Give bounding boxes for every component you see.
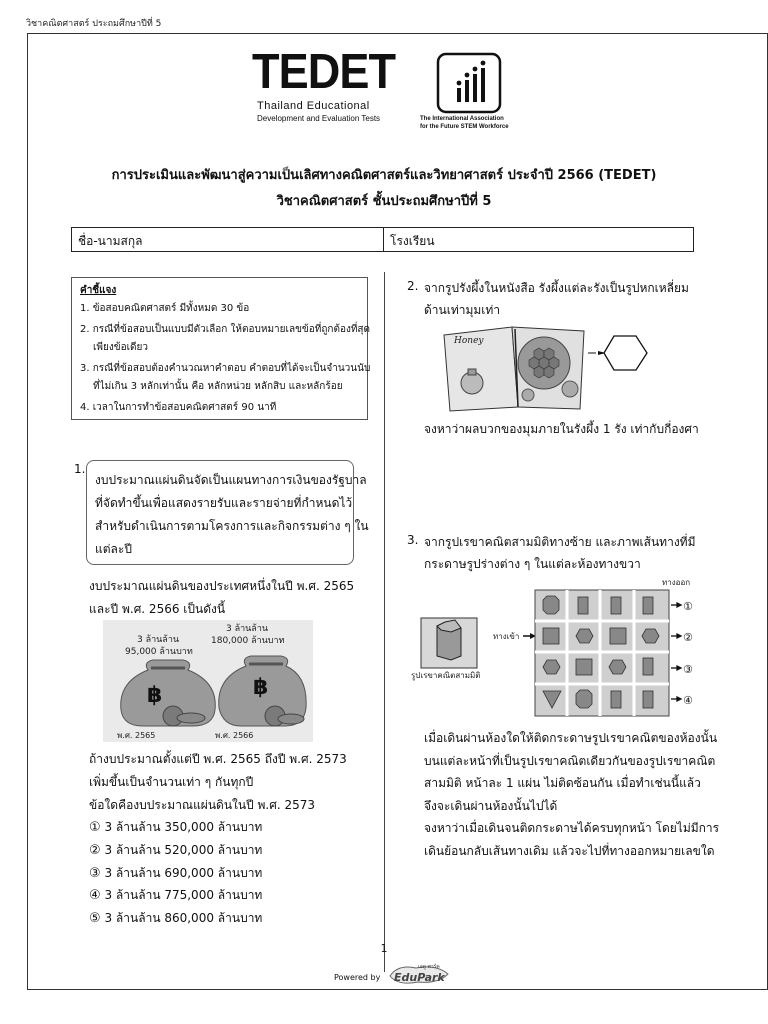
q1-context-line: ที่จัดทำขึ้นเพื่อแสดงรายรับและรายจ่ายที่กำหนดไว้ xyxy=(95,496,353,510)
q1-choice-5[interactable] xyxy=(89,909,262,928)
q1-choice-4[interactable] xyxy=(89,886,262,905)
tedet-logo-line1: Thailand Educational xyxy=(257,100,370,112)
square-icon xyxy=(543,628,559,644)
q1-context-line: สำหรับดำเนินการตามโครงการและกิจกรรมต่าง ๆ ใน xyxy=(95,519,369,533)
running-head: วิชาคณิตศาสตร์ ประถมศึกษาปีที่ 5 xyxy=(26,19,162,29)
hexagon-icon xyxy=(576,629,593,643)
exit-label: ทางออก xyxy=(662,578,691,587)
exam-title: การประเมินและพัฒนาสู่ความเป็นเลิศทางคณิตศาสตร์และวิทยาศาสตร์ ประจำปี 2566 (TEDET) xyxy=(111,168,657,183)
q1-context-line: แต่ละปี xyxy=(95,542,132,556)
exam-subtitle: วิชาคณิตศาสตร์ ชั้นประถมศึกษาปีที่ 5 xyxy=(276,194,492,209)
school-label: โรงเรียน xyxy=(390,234,435,248)
iafs-logo-line1: The International Association xyxy=(420,116,504,122)
entrance-label: ทางเข้า xyxy=(493,632,520,641)
q1-intro-line: และปี พ.ศ. 2566 เป็นดังนี้ xyxy=(89,602,226,616)
square-icon xyxy=(576,659,592,675)
bag1-year: พ.ศ. 2565 xyxy=(117,731,156,740)
q1-intro-line: งบประมาณแผ่นดินของประเทศหนึ่งในปี พ.ศ. 2565 xyxy=(89,579,355,593)
rectangle-icon xyxy=(611,691,621,708)
bag1-line2: 95,000 ล้านบาท xyxy=(125,647,193,657)
choice-text: 3 ล้านล้าน 690,000 ล้านบาท xyxy=(104,866,263,880)
rectangle-icon xyxy=(643,658,653,675)
name-label: ชื่อ-นามสกุล xyxy=(78,234,143,248)
instruction-line: ที่ไม่เกิน 3 หลักเท่านั้น คือ หลักหน่วย หลักสิบ และหลักร้อย xyxy=(93,381,343,392)
svg-text:EduPark: EduPark xyxy=(394,971,445,984)
q1-question-line: ถ้างบประมาณตั้งแต่ปี พ.ศ. 2565 ถึงปี พ.ศ. 2573 xyxy=(89,752,347,766)
q2-line: ด้านเท่ามุมเท่า xyxy=(424,303,501,317)
q2-question: จงหาว่าผลบวกของมุมภายในรังผึ้ง 1 รัง เท่ากับกี่องศา xyxy=(424,422,699,436)
exit-1-marker: ① xyxy=(683,600,693,613)
q3-rule-line: จงหาว่าเมื่อเดินจนติดกระดาษได้ครบทุกหน้า โดยไม่มีการ xyxy=(424,821,720,835)
honeycomb-book-illustration xyxy=(442,321,648,413)
column-divider xyxy=(384,272,385,972)
square-icon xyxy=(610,628,626,644)
q1-number: 1. xyxy=(74,462,86,476)
student-info-divider xyxy=(383,227,384,252)
q1-choice-3[interactable] xyxy=(89,864,262,883)
hexagonal-prism-icon xyxy=(421,618,477,668)
rectangle-icon xyxy=(643,691,653,708)
instruction-line: 1. ข้อสอบคณิตศาสตร์ มีทั้งหมด 30 ข้อ xyxy=(80,303,250,314)
q3-rule-line: จึงจะเดินผ่านห้องนั้นไปได้ xyxy=(424,799,558,813)
q2-line: จากรูปรังผึ้งในหนังสือ รังผึ้งแต่ละรังเป็นรูปหกเหลี่ยม xyxy=(424,281,689,295)
q1-question-line: ข้อใดคืองบประมาณแผ่นดินในปี พ.ศ. 2573 xyxy=(89,798,316,812)
rectangle-icon xyxy=(643,597,653,614)
choice-text: 3 ล้านล้าน 860,000 ล้านบาท xyxy=(104,911,263,925)
page-number: 1 xyxy=(380,942,388,955)
rectangle-icon xyxy=(578,597,588,614)
tedet-logo-wordmark: TEDET xyxy=(252,45,396,99)
octagon-icon xyxy=(576,690,592,708)
choice-number-icon: ⑤ xyxy=(89,911,101,926)
q1-choice-2[interactable] xyxy=(89,841,262,860)
choice-number-icon: ② xyxy=(89,843,101,858)
iafs-logo-line2: for the Future STEM Workforce xyxy=(420,124,509,130)
bag2-year: พ.ศ. 2566 xyxy=(215,731,254,740)
choice-text: 3 ล้านล้าน 775,000 ล้านบาท xyxy=(104,888,263,902)
bag2-line2: 180,000 ล้านบาท xyxy=(211,636,285,646)
q1-question-line: เพิ่มขึ้นเป็นจำนวนเท่า ๆ กันทุกปี xyxy=(89,775,254,789)
solid-label: รูปเรขาคณิตสามมิติ xyxy=(411,671,481,680)
q3-rule-line: บนแต่ละหน้าที่เป็นรูปเรขาคณิตเดียวกันของรูปเรขาคณิต xyxy=(424,754,716,768)
instruction-line: 2. กรณีที่ข้อสอบเป็นแบบมีตัวเลือก ให้ตอบหมายเลขข้อที่ถูกต้องที่สุด xyxy=(80,324,371,335)
choice-number-icon: ④ xyxy=(89,888,101,903)
hexagon-icon xyxy=(543,660,560,674)
money-bags-illustration xyxy=(103,620,313,742)
instruction-line: เพียงข้อเดียว xyxy=(93,342,148,353)
exit-4-marker: ④ xyxy=(683,694,693,707)
choice-text: 3 ล้านล้าน 350,000 ล้านบาท xyxy=(104,820,263,834)
octagon-icon xyxy=(543,596,559,614)
tedet-logo-line2: Development and Evaluation Tests xyxy=(257,114,381,123)
instruction-line: 4. เวลาในการทำข้อสอบคณิตศาสตร์ 90 นาที xyxy=(80,402,277,413)
choice-number-icon: ③ xyxy=(89,866,101,881)
q3-rule-line: เดินย้อนกลับเส้นทางเดิม แล้วจะไปที่ทางออกหมายเลขใด xyxy=(424,844,715,858)
baht-symbol-icon: ฿ xyxy=(147,683,163,708)
q3-number: 3. xyxy=(407,533,419,547)
choice-number-icon: ① xyxy=(89,820,101,835)
q3-line: จากรูปเรขาคณิตสามมิติทางซ้าย และภาพเส้นทางที่มี xyxy=(424,535,696,549)
q3-line: กระดาษรูปร่างต่าง ๆ ในแต่ละห้องทางขวา xyxy=(424,557,641,571)
svg-text:เอดู พาร์ค: เอดู พาร์ค xyxy=(418,964,440,970)
hexagon-icon xyxy=(642,629,659,643)
q3-rule-line: สามมิติ หน้าละ 1 แผ่น ไม่ติดซ้อนกัน เมื่อทำเช่นนี้แล้ว xyxy=(424,776,701,790)
hexagon-icon xyxy=(609,660,626,674)
book-honey-label: Honey xyxy=(454,336,484,346)
exit-3-marker: ③ xyxy=(683,663,693,676)
choice-text: 3 ล้านล้าน 520,000 ล้านบาท xyxy=(104,843,263,857)
maze-illustration xyxy=(409,572,699,722)
baht-symbol-icon: ฿ xyxy=(253,675,269,700)
hexagon-icon xyxy=(604,336,647,370)
iafs-logo-icon xyxy=(436,52,502,114)
q2-number: 2. xyxy=(407,279,419,293)
exit-2-marker: ② xyxy=(683,631,693,644)
powered-by-text: Powered by xyxy=(334,973,381,982)
q1-choice-1[interactable] xyxy=(89,818,262,837)
bag1-line1: 3 ล้านล้าน xyxy=(137,635,180,645)
instruction-line: 3. กรณีที่ข้อสอบต้องคำนวณหาคำตอบ คำตอบที่ได้จะเป็นจำนวนนับ xyxy=(80,363,371,374)
edupark-logo xyxy=(388,962,450,986)
bag2-line1: 3 ล้านล้าน xyxy=(226,624,269,634)
q1-context-line: งบประมาณแผ่นดินจัดเป็นแผนทางการเงินของรัฐบาล xyxy=(95,473,367,487)
q3-rule-line: เมื่อเดินผ่านห้องใดให้ติดกระดาษรูปเรขาคณิตของห้องนั้น xyxy=(424,731,718,745)
instructions-title: คำชี้แจง xyxy=(80,285,117,296)
rectangle-icon xyxy=(611,597,621,614)
